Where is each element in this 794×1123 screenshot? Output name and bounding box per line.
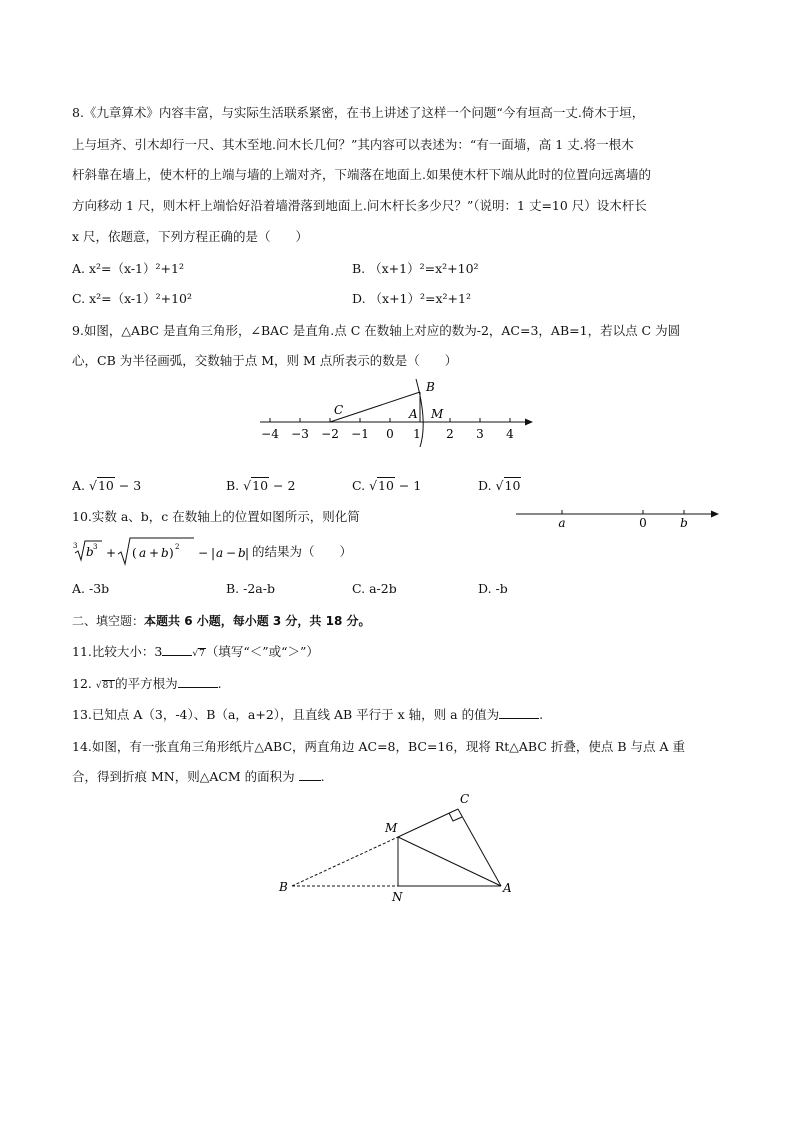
- q14-label-m: M: [385, 821, 398, 835]
- q9-option-a-radical: √10: [89, 478, 114, 493]
- q8-option-c: C. x²=（x-1）²+10²: [72, 291, 193, 306]
- q9-option-b-radical: √10: [243, 478, 269, 493]
- q9-option-b: [226, 477, 295, 495]
- q9-option-c-radical: √10: [369, 478, 394, 493]
- q9-option-b-radicand: 10: [252, 478, 269, 493]
- q9-option-d-radicand: 10: [504, 478, 521, 493]
- q11-suffix: （填写“＜”或“＞”）: [205, 644, 319, 659]
- q14-right-angle-mark: [449, 813, 462, 821]
- svg-text:): ): [169, 546, 174, 560]
- q14-answer-blank[interactable]: [299, 768, 321, 781]
- q10-label-b: b: [680, 516, 688, 530]
- q14-end: .: [320, 769, 325, 784]
- q9-line1: 9.如图，△ABC 是直角三角形，∠BAC 是直角.点 C 在数轴上对应的数为-2，AC=3，AB=1，若以点 C 为圆: [72, 323, 681, 338]
- q10-label-zero: 0: [639, 516, 647, 530]
- svg-text:|: |: [211, 546, 216, 560]
- q9-option-a-tail: − 3: [114, 478, 142, 493]
- svg-text:b: b: [238, 546, 246, 560]
- q12-radical: √81: [95, 681, 115, 691]
- q8-line2: 上与垣齐、引木却行一尺、其木至地.问木长几何？”其内容可以表述为：“有一面墙，高 1 丈.将一根木: [72, 137, 634, 152]
- svg-text:a: a: [139, 546, 147, 560]
- q14-line1: 14.如图，有一张直角三角形纸片△ABC，两直角边 AC=8，BC=16，现将 Rt△ABC 折叠，使点 B 与点 A 重: [72, 739, 685, 754]
- q9-tick-label: −4: [261, 427, 279, 441]
- q9-tick-label: −1: [351, 427, 369, 441]
- q9-tick-label: 2: [446, 427, 454, 441]
- svg-text:−: −: [198, 546, 209, 560]
- q14-triangle-figure: [272, 788, 522, 908]
- q10-axis-arrow: [711, 511, 719, 518]
- q14-label-b: B: [279, 880, 288, 894]
- q9-tick-label: 4: [506, 427, 514, 441]
- q11-line: [72, 643, 319, 663]
- q10-expr-tail: 的结果为（ ）: [252, 544, 353, 559]
- q9-option-d-letter: D.: [478, 478, 492, 493]
- q10-label-a: a: [558, 516, 566, 530]
- q9-option-b-tail: − 2: [269, 478, 296, 493]
- q13-end: .: [539, 707, 544, 722]
- q9-option-c: [352, 477, 421, 495]
- q8-option-a: A. x²=（x-1）²+1²: [72, 261, 184, 276]
- svg-text:a: a: [216, 546, 224, 560]
- q14-segment-ca: [458, 809, 501, 886]
- q13-text: 13.已知点 A（3，-4）、B（a，a+2），且直线 AB 平行于 x 轴，则 a 的值为: [72, 707, 500, 722]
- q9-option-c-radicand: 10: [378, 478, 394, 493]
- section-heading-title: 二、填空题：: [72, 614, 145, 628]
- q12-suffix: 的平方根为: [115, 676, 178, 691]
- q12-answer-blank[interactable]: [178, 675, 218, 688]
- q9-option-c-tail: − 1: [394, 478, 422, 493]
- q9-label-b: B: [426, 380, 435, 394]
- q13-line: [72, 706, 543, 724]
- q9-tick-label: −2: [321, 427, 339, 441]
- q11-prefix: 11.比较大小：3: [72, 644, 163, 659]
- q9-option-d: [478, 477, 521, 495]
- q9-option-a: [72, 477, 141, 495]
- q8-option-b: B. （x+1）²=x²+10²: [352, 261, 479, 276]
- q9-axis-arrow: [525, 419, 533, 426]
- q9-option-b-letter: B.: [226, 478, 240, 493]
- svg-text:b: b: [86, 545, 94, 559]
- q10-option-a: A. -3b: [72, 581, 110, 596]
- svg-text:3: 3: [93, 543, 98, 551]
- svg-text:|: |: [245, 546, 250, 560]
- q9-number-line-figure: [250, 375, 540, 447]
- q10-option-d: D. -b: [478, 581, 508, 596]
- q14-dashed-bm: [292, 837, 398, 886]
- q11-radical: √7: [192, 649, 205, 659]
- q11-answer-blank[interactable]: [162, 643, 192, 656]
- q10-number-line-figure: [512, 502, 724, 532]
- q9-line2: 心，CB 为半径画弧，交数轴于点 M，则 M 点所表示的数是（ ）: [72, 353, 458, 368]
- q14-label-n: N: [392, 890, 403, 904]
- section-heading: [72, 612, 370, 630]
- q9-segment-cb: [330, 392, 420, 422]
- q9-tick-label: 1: [413, 427, 421, 441]
- q9-label-c: C: [334, 403, 344, 417]
- q13-answer-blank[interactable]: [499, 706, 539, 719]
- q9-tick-label: −3: [291, 427, 309, 441]
- q8-line1: 8.《九章算术》内容丰富，与实际生活联系紧密，在书上讲述了这样一个问题“今有垣高一丈.倚木于垣，: [72, 105, 645, 120]
- q9-label-m: M: [431, 407, 444, 421]
- q9-tick-label: 3: [476, 427, 484, 441]
- svg-text:(: (: [132, 546, 137, 560]
- q14-label-a: A: [503, 881, 512, 895]
- q10-option-c: C. a-2b: [352, 581, 397, 596]
- q14-line2-text: 合，得到折痕 MN，则△ACM 的面积为: [72, 769, 295, 784]
- q9-option-c-letter: C.: [352, 478, 366, 493]
- q14-segment-ma: [398, 837, 501, 886]
- q8-line3: 杆斜靠在墙上，使木杆的上端与墙的上端对齐，下端落在地面上.如果使木杆下端从此时的位置向远离墙的: [72, 167, 651, 182]
- q14-label-c: C: [460, 792, 470, 806]
- q9-tick-label: 0: [386, 427, 394, 441]
- q9-label-a: A: [409, 407, 418, 421]
- q8-option-d: D. （x+1）²=x²+1²: [352, 291, 471, 306]
- q8-line5: x 尺，依题意，下列方程正确的是（ ）: [72, 229, 309, 244]
- svg-text:−: −: [226, 546, 237, 560]
- q11-radicand: 7: [199, 649, 205, 659]
- q12-end: .: [217, 676, 222, 691]
- q10-option-b: B. -2a-b: [226, 581, 275, 596]
- q12-prefix: 12.: [72, 676, 96, 691]
- q14-line2: [72, 768, 325, 786]
- svg-text:2: 2: [175, 543, 180, 551]
- q9-option-a-letter: A.: [72, 478, 86, 493]
- q9-tick-marks: [270, 418, 510, 422]
- section-heading-body: 本题共 6 小题，每小题 3 分，共 18 分。: [144, 614, 371, 628]
- q10-line1: 10.实数 a、b，c 在数轴上的位置如图所示，则化简: [72, 509, 360, 524]
- svg-text:b: b: [161, 546, 169, 560]
- q12-line: [72, 675, 222, 695]
- q12-radicand: 81: [102, 681, 115, 691]
- q9-option-d-radical: √10: [495, 478, 521, 493]
- q9-option-a-radicand: 10: [97, 478, 114, 493]
- svg-text:+: +: [106, 546, 117, 560]
- q8-line4: 方向移动 1 尺，则木杆上端恰好沿着墙滑落到地面上.问木杆长多少尺？”（说明：1 丈=10 尺）设木杆长: [72, 198, 647, 213]
- svg-text:3: 3: [73, 542, 78, 550]
- svg-text:+: +: [149, 546, 160, 560]
